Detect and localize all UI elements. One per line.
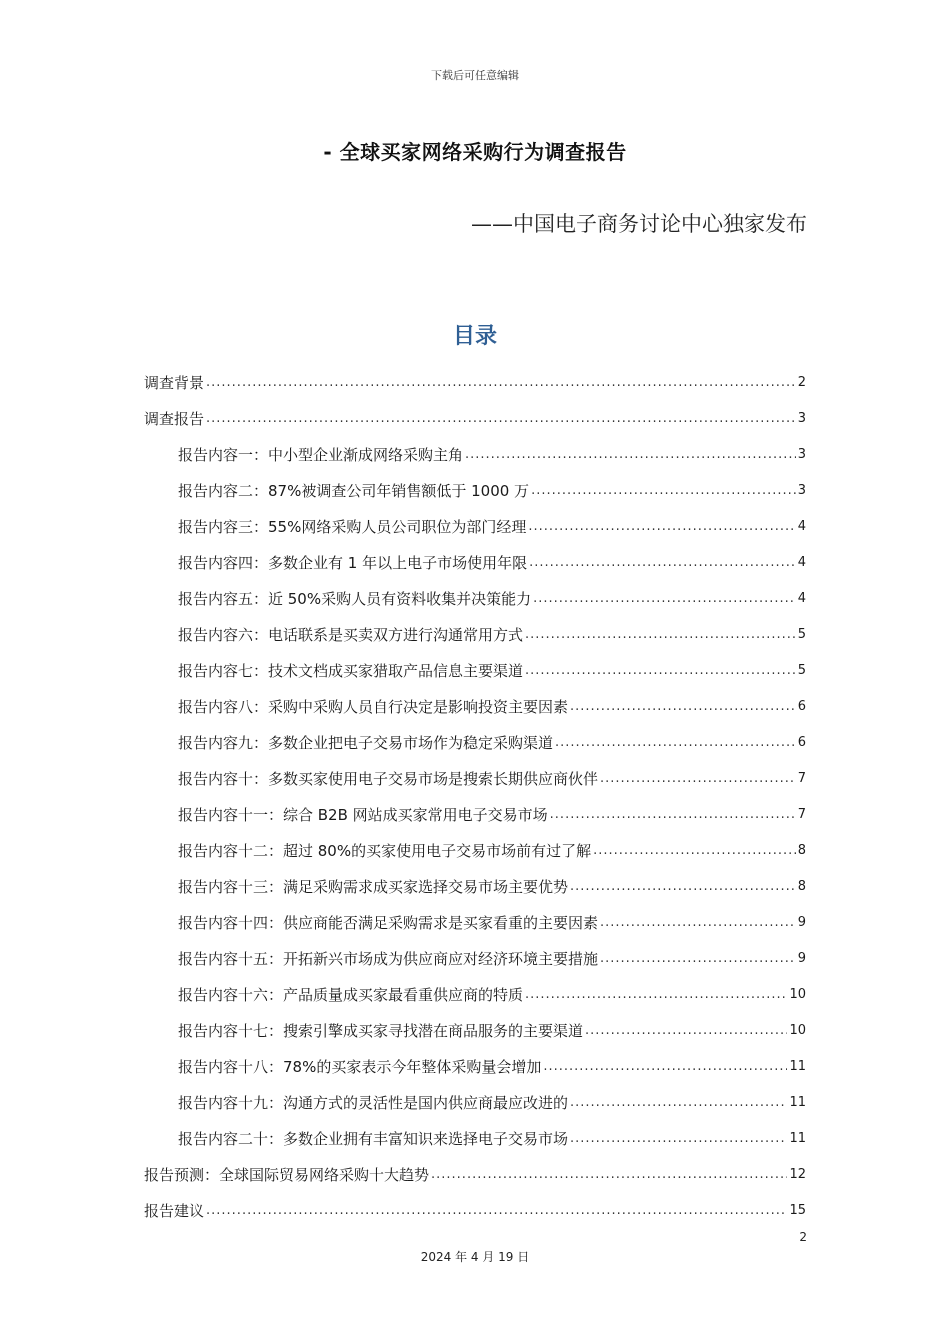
toc-entry-label: 报告内容十三：满足采购需求成买家选择交易市场主要优势 [178, 877, 569, 896]
toc-entry[interactable] [144, 1048, 806, 1084]
toc-entry[interactable] [144, 724, 806, 760]
toc-entry-label: 报告预测：全球国际贸易网络采购十大趋势 [144, 1165, 430, 1184]
toc-entry-label: 报告内容八：采购中采购人员自行决定是影响投资主要因素 [178, 697, 569, 716]
toc-entry-label: 报告内容五：近 50%采购人员有资料收集并决策能力 [178, 589, 532, 608]
toc-leader-dots [431, 1167, 787, 1182]
toc-entry[interactable] [144, 436, 806, 472]
toc-entry-page: 2 [797, 374, 806, 390]
toc-entry[interactable] [144, 796, 806, 832]
toc-entry-page: 6 [797, 734, 806, 750]
toc-entry-label: 报告内容十四：供应商能否满足采购需求是买家看重的主要因素 [178, 913, 599, 932]
toc-entry[interactable] [144, 472, 806, 508]
toc-entry-label: 报告内容四：多数企业有 1 年以上电子市场使用年限 [178, 553, 528, 572]
toc-entry-label: 报告建议 [144, 1201, 205, 1220]
header-note: 下载后可任意编辑 [431, 69, 519, 82]
toc-entry-label: 报告内容十八：78%的买家表示今年整体采购量会增加 [178, 1057, 542, 1076]
toc-entry-page: 8 [797, 842, 806, 858]
toc-entry-page: 6 [797, 698, 806, 714]
page-number: 2 [799, 1230, 807, 1244]
toc-entry-page: 4 [797, 590, 806, 606]
toc-heading: 目录 [452, 324, 497, 349]
toc-entry[interactable] [144, 616, 806, 652]
toc-entry[interactable] [144, 364, 806, 400]
toc-entry-page: 9 [797, 914, 806, 930]
toc-entry-page: 10 [789, 986, 806, 1002]
toc-entry-label: 报告内容十五：开拓新兴市场成为供应商应对经济环境主要措施 [178, 949, 599, 968]
toc-entry-label: 报告内容三：55%网络采购人员公司职位为部门经理 [178, 517, 527, 536]
toc-entry-label: 报告内容十：多数买家使用电子交易市场是搜索长期供应商伙伴 [178, 769, 599, 788]
toc-entry[interactable] [144, 904, 806, 940]
toc-leader-dots [533, 591, 796, 606]
toc-entry[interactable] [144, 1120, 806, 1156]
toc-leader-dots [531, 483, 796, 498]
toc-entry[interactable] [144, 1192, 806, 1228]
toc-leader-dots [593, 843, 796, 858]
toc-leader-dots [600, 771, 796, 786]
toc-entry-page: 3 [797, 482, 806, 498]
document-title: - 全球买家网络采购行为调查报告 [323, 140, 627, 164]
toc-entry-label: 报告内容十七：搜索引擎成买家寻找潜在商品服务的主要渠道 [178, 1021, 584, 1040]
toc-entry-page: 5 [797, 662, 806, 678]
table-of-contents [144, 364, 806, 1228]
toc-leader-dots [555, 735, 796, 750]
toc-entry[interactable] [144, 940, 806, 976]
toc-leader-dots [528, 519, 795, 534]
toc-entry-page: 11 [789, 1094, 806, 1110]
toc-entry-page: 4 [797, 518, 806, 534]
toc-entry[interactable] [144, 760, 806, 796]
toc-leader-dots [525, 627, 796, 642]
toc-leader-dots [206, 1203, 787, 1218]
toc-entry-page: 7 [797, 806, 806, 822]
toc-entry-label: 报告内容十二：超过 80%的买家使用电子交易市场前有过了解 [178, 841, 592, 860]
toc-leader-dots [543, 1059, 787, 1074]
toc-entry-label: 报告内容七：技术文档成买家猎取产品信息主要渠道 [178, 661, 524, 680]
toc-entry-page: 15 [789, 1202, 806, 1218]
toc-entry-page: 3 [797, 410, 806, 426]
toc-entry-label: 报告内容二：87%被调查公司年销售额低于 1000 万 [178, 481, 530, 500]
toc-entry[interactable] [144, 580, 806, 616]
toc-entry-label: 调查报告 [144, 409, 205, 428]
toc-leader-dots [206, 375, 796, 390]
toc-entry-page: 9 [797, 950, 806, 966]
toc-leader-dots [570, 1131, 787, 1146]
toc-entry-page: 11 [789, 1058, 806, 1074]
toc-entry-page: 4 [797, 554, 806, 570]
toc-leader-dots [529, 555, 796, 570]
toc-entry[interactable] [144, 832, 806, 868]
toc-entry-label: 报告内容十一：综合 B2B 网站成买家常用电子交易市场 [178, 805, 548, 824]
footer-date: 2024 年 4 月 19 日 [420, 1250, 530, 1264]
toc-leader-dots [206, 411, 796, 426]
toc-entry[interactable] [144, 688, 806, 724]
toc-entry-label: 报告内容二十：多数企业拥有丰富知识来选择电子交易市场 [178, 1129, 569, 1148]
document-subtitle: ——中国电子商务讨论中心独家发布 [471, 212, 807, 236]
toc-leader-dots [550, 807, 796, 822]
toc-leader-dots [525, 987, 787, 1002]
toc-entry-page: 3 [797, 446, 806, 462]
toc-entry-page: 7 [797, 770, 806, 786]
toc-leader-dots [600, 951, 796, 966]
toc-entry-label: 报告内容六：电话联系是买卖双方进行沟通常用方式 [178, 625, 524, 644]
toc-entry[interactable] [144, 868, 806, 904]
toc-entry-label: 调查背景 [144, 373, 205, 392]
toc-entry[interactable] [144, 400, 806, 436]
toc-leader-dots [600, 915, 796, 930]
toc-entry-page: 5 [797, 626, 806, 642]
toc-entry-page: 10 [789, 1022, 806, 1038]
toc-entry[interactable] [144, 1084, 806, 1120]
toc-leader-dots [585, 1023, 787, 1038]
toc-entry[interactable] [144, 976, 806, 1012]
toc-entry-label: 报告内容十六：产品质量成买家最看重供应商的特质 [178, 985, 524, 1004]
toc-entry[interactable] [144, 544, 806, 580]
toc-leader-dots [570, 699, 796, 714]
toc-entry-label: 报告内容九：多数企业把电子交易市场作为稳定采购渠道 [178, 733, 554, 752]
toc-leader-dots [465, 447, 796, 462]
toc-entry[interactable] [144, 508, 806, 544]
toc-entry-page: 8 [797, 878, 806, 894]
toc-leader-dots [570, 879, 796, 894]
toc-entry[interactable] [144, 652, 806, 688]
toc-entry-page: 12 [789, 1166, 806, 1182]
toc-entry[interactable] [144, 1156, 806, 1192]
toc-entry-label: 报告内容一：中小型企业渐成网络采购主角 [178, 445, 464, 464]
toc-leader-dots [525, 663, 796, 678]
toc-leader-dots [570, 1095, 787, 1110]
toc-entry-page: 11 [789, 1130, 806, 1146]
toc-entry[interactable] [144, 1012, 806, 1048]
toc-entry-label: 报告内容十九：沟通方式的灵活性是国内供应商最应改进的 [178, 1093, 569, 1112]
